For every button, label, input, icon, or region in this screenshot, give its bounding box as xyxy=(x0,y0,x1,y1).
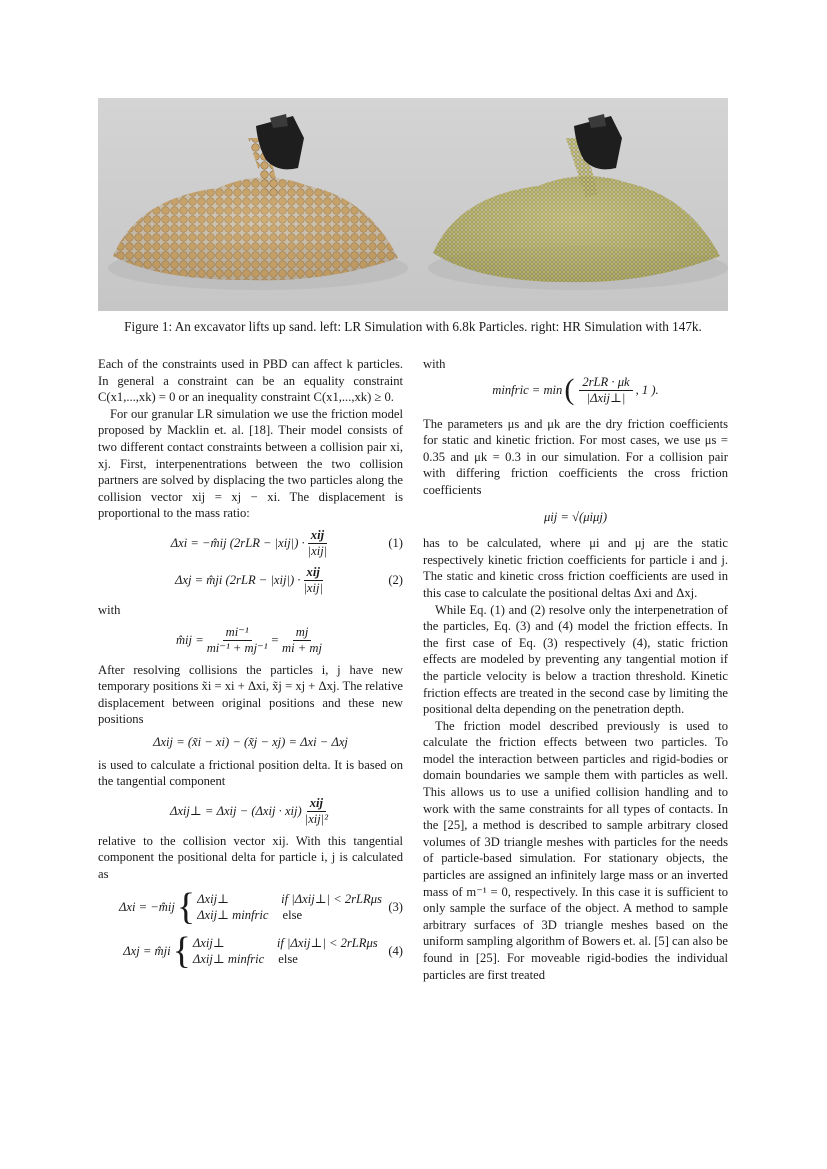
paragraph: is used to calculate a frictional position delta. It is based on the tangential component xyxy=(98,757,403,789)
left-column xyxy=(98,356,403,976)
paragraph: with xyxy=(423,357,446,371)
equation-tangential: Δxij⊥ = Δxij − (Δxij · xij) $\frac{\text{xij}}{\text{|xij|²}}$ xyxy=(169,795,329,826)
equation-mass-ratio: m̂ij = $\frac{\text{mi⁻¹}}{\text{mi⁻¹ + mj⁻¹}}$ = $\frac{mj}{mi + mj}$ xyxy=(175,624,323,655)
paragraph: with xyxy=(98,602,121,617)
paragraph: has to be calculated, where μi and μj are the static respectively kinetic friction coefficients for particle i and j. The static and kinetic cross friction coefficients are used in this case to calculate the positional deltas Δxi and Δxj. xyxy=(423,536,728,600)
paragraph: The friction model described previously is used to calculate the friction effects between two particles. To model the interaction between particles and rigid-bodies or domain boundaries we sample them with particles as well. This allows us to use a unified collision handling and to work with the same constraints for all types of contacts. In the [25], a method is described to sample arbitrary closed volumes of 3D triangle meshes with particles for the needs of particle-based simulation. For stationary objects, the particles are assigned an infinitely large mass or an inverted mass of m⁻¹ = 0, respectively. In this case it is sufficient to only sample the surface of the object. A method to sample arbitrary surfaces of 3D triangle meshes based on the uniform sampling algorithm of Bowers et. al. [5] can also be found in [25]. For moveable rigid-bodies the individual particles are first treated xyxy=(423,718,728,982)
paragraph: relative to the collision vector xij. With this tangential component the positional delta for particle i, j is calculated as xyxy=(98,833,403,881)
equation-1: Δxi = −m̂ij (2rLR − |xij|) · $\frac{\text{xij}}{\text{|xij|}}$ (1) xyxy=(170,527,403,558)
paragraph: For our granular LR simulation we use the friction model proposed by Macklin et. al. [18]. Their model consists of two different contact constraints between a collision pair xi, xj. First, interpenentrations between the two collision partners are solved by displacing the two particles along the collision vector xij = xj − xi. The displacement is proportional to the mass ratio: xyxy=(98,406,403,521)
paragraph: While Eq. (1) and (2) resolve only the interpenetration of the particles, Eq. (3) and (4) model the friction effects. In the first case of Eq. (3) respectively (4), static friction effects are modeled by preventing any tangential motion if the particle velocity is below a traction threshold. Kinetic friction effects are treated in the second case by limiting the positional delta depending on the penetration depth. xyxy=(423,602,728,717)
paragraph: The parameters μs and μk are the dry friction coefficients for static and kinetic friction. For most cases, we use μs = 0.35 and μk = 0.3 in our simulation. For a collision pair with differing friction coefficients the cross friction coefficients xyxy=(423,416,728,497)
paragraph: Each of the constraints used in PBD can affect k particles. In general a constraint can be an equality constraint C(x1,...,xk) = 0 or an inequality constraint C(x1,...,xk) ≥ 0. xyxy=(98,357,403,405)
equation-min-fric: minfric = min ( $\frac{\text{2rLR · μk}}{\text{|Δxij⊥|}}$ , 1 ). xyxy=(492,373,659,407)
equation-3: Δxi = −m̂ij { Δxij⊥ if |Δxij⊥| < 2rLRμs Δxij⊥ minfric else (3) xyxy=(119,886,403,929)
equation-relative-displacement: Δxij = (x̃i − xi) − (x̃j − xj) = Δxi − Δxj xyxy=(153,734,348,749)
right-column xyxy=(423,356,728,983)
equation-2: Δxj = m̂ji (2rLR − |xij|) · $\frac{\text{xij}}{\text{|xij|}}$ (2) xyxy=(175,564,403,595)
hr-panel xyxy=(428,114,728,290)
paragraph: After resolving collisions the particles i, j have new temporary positions x̃i = xi + Δxi, x̃j = xj + Δxj. The relative displacement between original positions and these new positions xyxy=(98,662,403,727)
figure-caption: Figure 1: An excavator lifts up sand. left: LR Simulation with 6.8k Particles. right: HR Simulation with 147k. xyxy=(124,319,702,334)
lr-panel xyxy=(108,114,408,290)
equation-cross-friction: μij = √(μiμj) xyxy=(543,509,608,524)
figure-image xyxy=(98,98,728,311)
equation-4: Δxj = m̂ji { Δxij⊥ if |Δxij⊥| < 2rLRμs Δxij⊥ minfric else (4) xyxy=(123,930,403,973)
sand-simulation-render xyxy=(98,98,728,311)
